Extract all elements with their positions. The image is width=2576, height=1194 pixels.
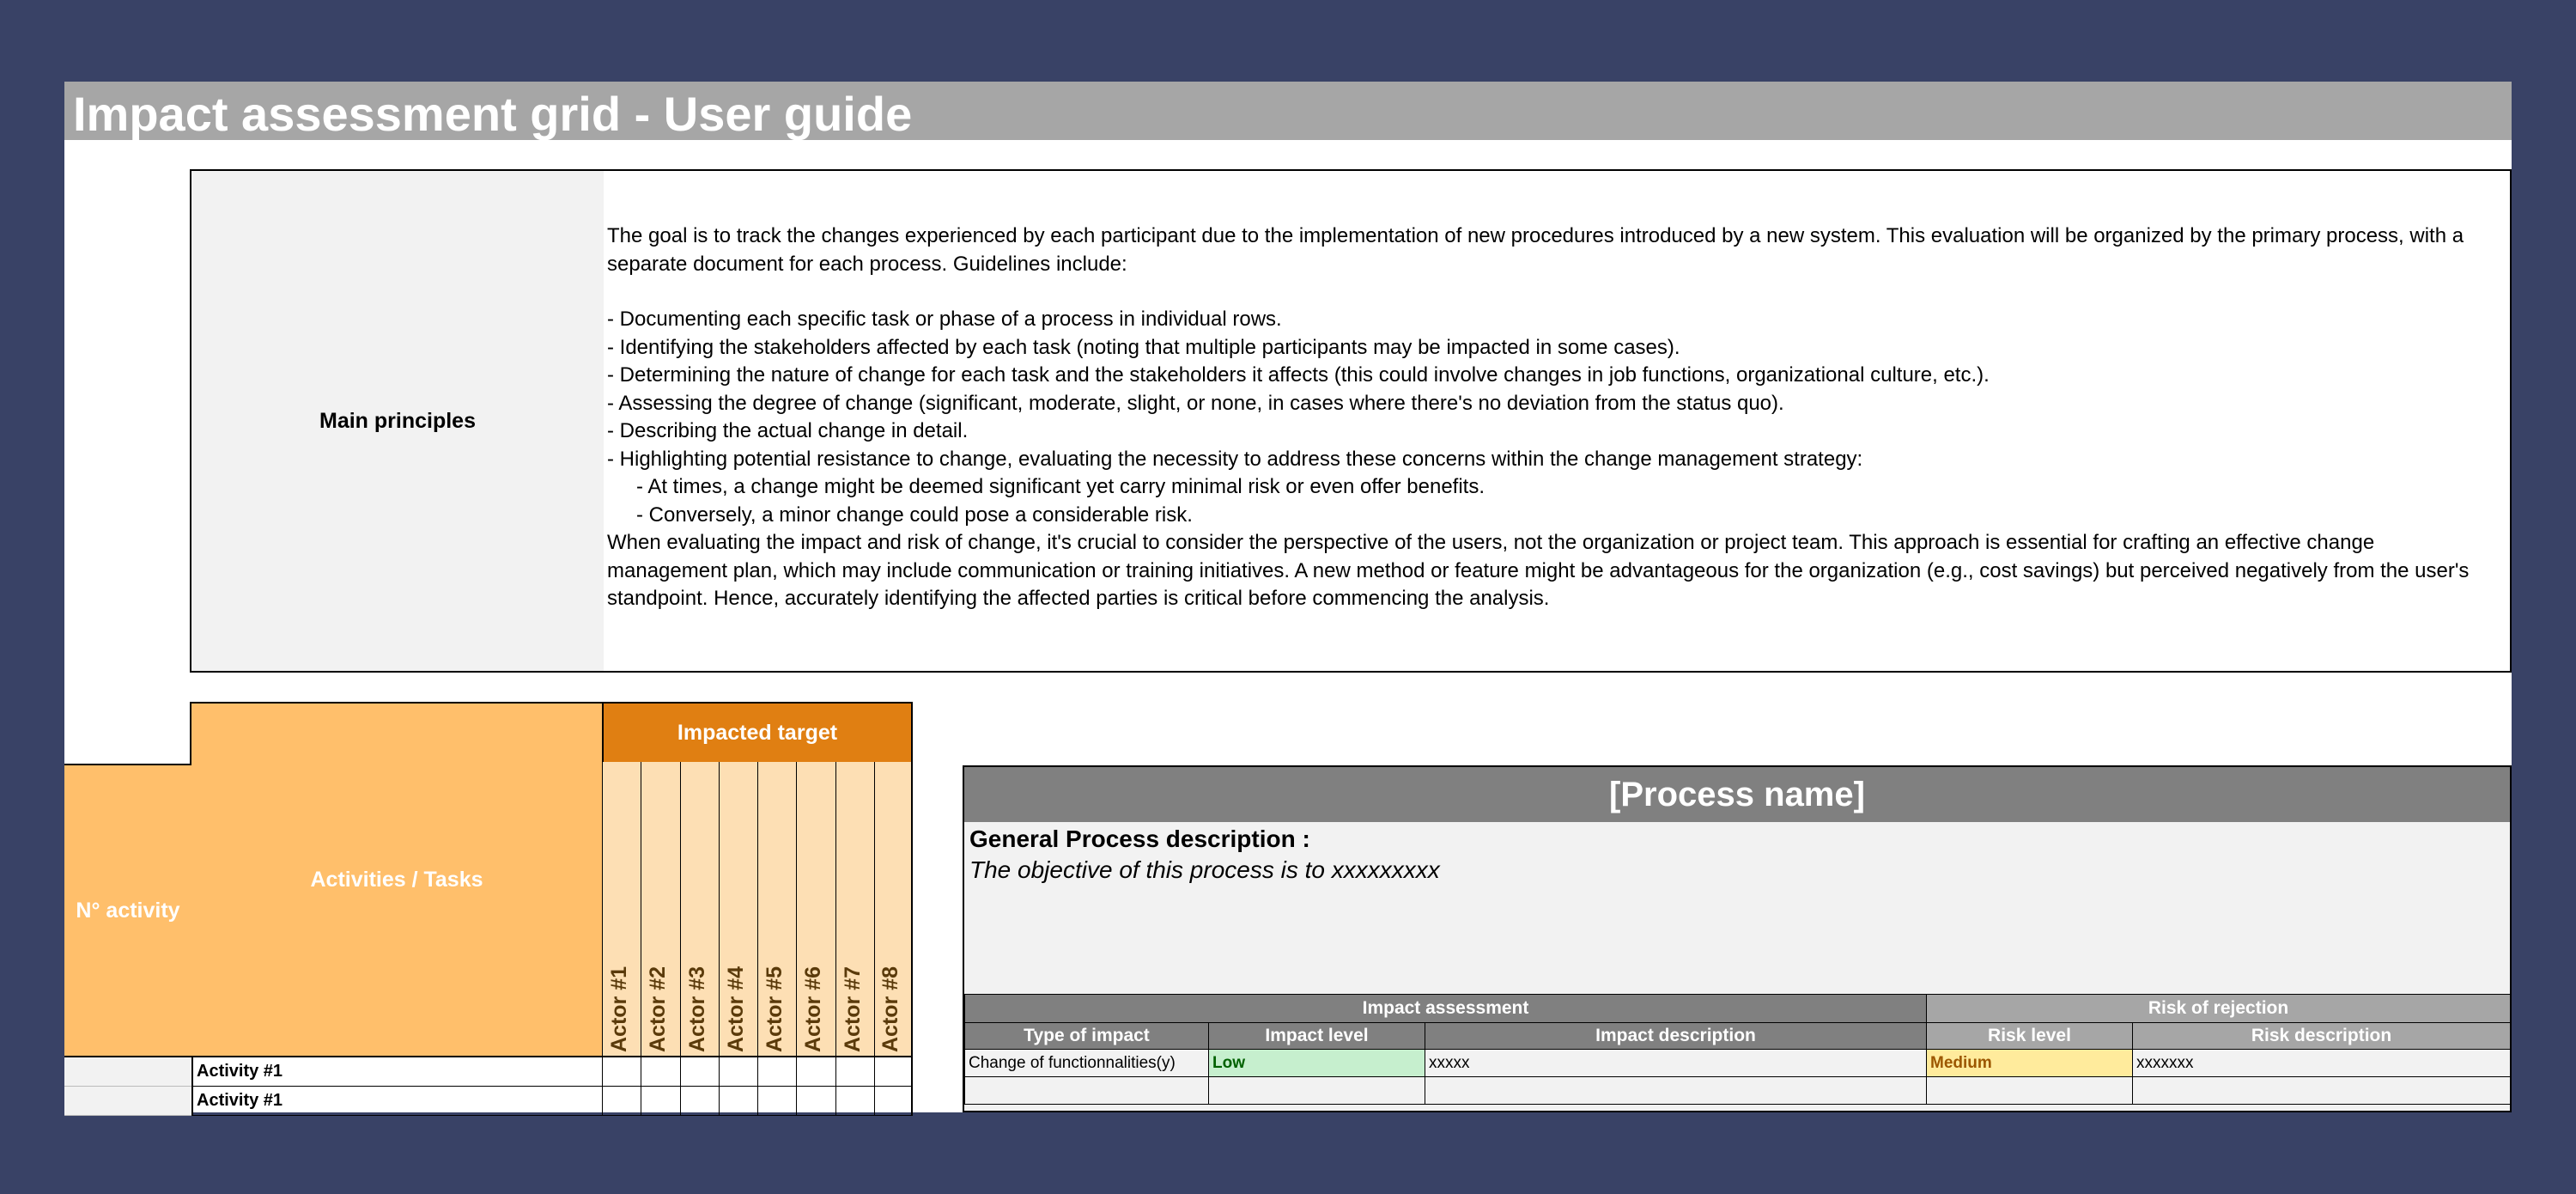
actor-cell[interactable] (641, 1087, 679, 1116)
actor-header (796, 762, 835, 1057)
impact-table (964, 994, 2511, 1105)
process-block (963, 765, 2512, 1112)
process-name: [Process name] (964, 767, 2510, 822)
actor-label: Actor #7 (840, 966, 865, 1052)
risk-level-cell[interactable]: Medium (1927, 1050, 2133, 1077)
principle-sub-bullet: - Conversely, a minor change could pose a considerable risk. (636, 503, 1193, 527)
impact-level-cell[interactable] (1209, 1077, 1425, 1105)
actor-cell[interactable] (641, 1057, 679, 1087)
actor-label: Actor #5 (762, 966, 787, 1052)
principle-bullet: - Identifying the stakeholders affected by each task (noting that multiple participants may be impacted in some cases). (607, 335, 1680, 359)
actor-cell[interactable] (680, 1087, 719, 1116)
actor-header (602, 762, 641, 1057)
actor-label: Actor #8 (878, 966, 902, 1052)
impact-level-cell[interactable]: Low (1209, 1050, 1425, 1077)
table-row (965, 1077, 2511, 1105)
principles-closing: When evaluating the impact and risk of change, it's crucial to consider the perspective of the users, not the organization or project team. This approach is essential for crafting an effective change management plan, which may include communication or training initiatives. A new method or feature might be advantageous for the organization (e.g., cost savings) but perceived negatively from the user's standpoint. Hence, accurately identifying the affected parties is critical before commencing the analysis. (607, 531, 2470, 610)
process-description-text[interactable]: The objective of this process is to xxxxxxxxx (969, 856, 1440, 883)
actor-label: Actor #4 (723, 966, 748, 1052)
main-principles-label: Main principles (191, 171, 604, 671)
risk-description-cell[interactable] (2133, 1077, 2511, 1105)
activities-tasks-header: Activities / Tasks (190, 702, 604, 1057)
actor-label: Actor #1 (607, 966, 632, 1052)
spreadsheet-sheet (64, 82, 2512, 1112)
actor-cell[interactable] (835, 1087, 874, 1116)
actor-header (641, 762, 679, 1057)
principles-intro: The goal is to track the changes experienced by each participant due to the implementation of new procedures introduced by a new system. This evaluation will be organized by the primary process, with a separate document for each process. Guidelines include: (607, 224, 2464, 276)
impact-description-header: Impact description (1425, 1023, 1927, 1050)
impact-level-header: Impact level (1209, 1023, 1425, 1050)
type-of-impact-cell[interactable]: Change of functionnalities(y) (965, 1050, 1209, 1077)
actor-header (757, 762, 796, 1057)
principle-bullet: - Assessing the degree of change (significant, moderate, slight, or none, in cases where there's no deviation from the status quo). (607, 391, 1784, 415)
actor-cell[interactable] (680, 1057, 719, 1087)
principle-bullet: - Determining the nature of change for each task and the stakeholders it affects (this could involve changes in job functions, organizational culture, etc.). (607, 363, 1990, 387)
activity-task-cell[interactable]: Activity #1 (191, 1057, 602, 1087)
impact-description-cell[interactable] (1425, 1077, 1927, 1105)
type-of-impact-cell[interactable] (965, 1077, 1209, 1105)
actor-cell[interactable] (874, 1057, 913, 1087)
risk-description-header: Risk description (2133, 1023, 2511, 1050)
main-principles-box (190, 169, 2512, 673)
actor-cell[interactable] (719, 1087, 757, 1116)
page-title: Impact assessment grid - User guide (64, 82, 2512, 140)
actor-cell[interactable] (796, 1087, 835, 1116)
type-of-impact-header: Type of impact (965, 1023, 1209, 1050)
activity-number-header: N° activity (64, 764, 191, 1057)
risk-of-rejection-header: Risk of rejection (1927, 995, 2511, 1023)
risk-description-cell[interactable]: xxxxxxx (2133, 1050, 2511, 1077)
actor-label: Actor #6 (801, 966, 826, 1052)
actor-cell[interactable] (602, 1087, 641, 1116)
activity-task-cell[interactable]: Activity #1 (191, 1087, 602, 1116)
principle-bullet: - Highlighting potential resistance to change, evaluating the necessity to address these concerns within the change management strategy: (607, 447, 1863, 471)
actor-cell[interactable] (835, 1057, 874, 1087)
actor-header (680, 762, 719, 1057)
risk-level-header: Risk level (1927, 1023, 2133, 1050)
table-row (64, 1087, 913, 1116)
main-principles-text (604, 171, 2510, 671)
actor-label: Actor #2 (646, 966, 671, 1052)
impact-description-cell[interactable]: xxxxx (1425, 1050, 1927, 1077)
actor-cell[interactable] (796, 1057, 835, 1087)
principle-bullet: - Documenting each specific task or phase of a process in individual rows. (607, 308, 1282, 331)
principle-bullet: - Describing the actual change in detail. (607, 419, 969, 442)
actor-cell[interactable] (757, 1087, 796, 1116)
impact-assessment-header: Impact assessment (965, 995, 1927, 1023)
actor-cell[interactable] (602, 1057, 641, 1087)
actor-cell[interactable] (757, 1057, 796, 1087)
impacted-target-header: Impacted target (602, 702, 913, 764)
actor-header (719, 762, 757, 1057)
table-row (64, 1057, 913, 1087)
activity-number-cell[interactable] (64, 1057, 191, 1087)
principle-sub-bullet: - At times, a change might be deemed significant yet carry minimal risk or even offer benefits. (636, 475, 1485, 498)
risk-level-cell[interactable] (1927, 1077, 2133, 1105)
table-row (965, 1050, 2511, 1077)
process-description-title: General Process description : (969, 825, 1310, 852)
actor-headers (602, 762, 913, 1057)
actor-header (835, 762, 874, 1057)
actor-cell[interactable] (719, 1057, 757, 1087)
actor-cell[interactable] (874, 1087, 913, 1116)
actor-header (874, 762, 913, 1057)
actor-label: Actor #3 (684, 966, 709, 1052)
activity-number-cell[interactable] (64, 1087, 191, 1116)
